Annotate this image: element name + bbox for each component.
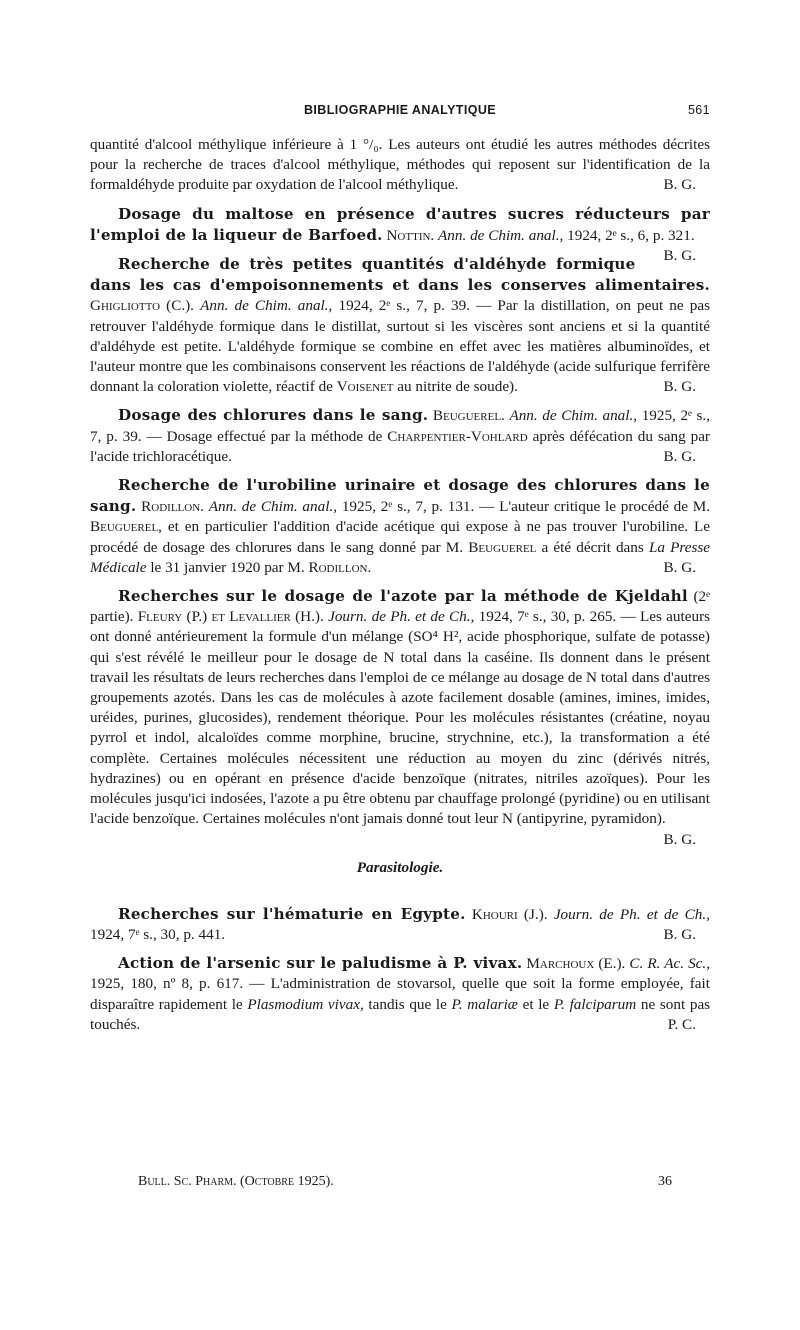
- entry-reference: 1924, 7ᵉ s., 30, p. 265. — Les auteurs ont donné antérieurement la formule d'un mélange (SO⁴ H², acide phosphorique, sulfate de potasse) qui s'est révélé le meilleur pour le dosage de N total dans la caséine. Ils donnent dans le présent travail les résultats de leurs recherches dans l'emploi de ce mélange au dosage de N total dans d'autres groupements azotés. Dans les cas de molécules à azote facilement dosable (amines, imines, imides, uréides, purines, glucosides), rendement théorique. Pour les molécules résistantes (créatine, noyau pyrrol et indol, alcaloïdes comme morphine, brucine, strychnine, etc.), la transformation a été complète. Certaines molécules nécessitent une réduction au moyen du zinc (dérivés nitrés, hydrazines) ou en opérant en présence d'acide benzoïque (nitrates, nitriles azoïques). Pour les molécules jusqu'ici indosées, l'azote a pu être obtenu par chauffage prolongé (pyridine) ou en utilisant l'acide benzoïque. Certaines molécules n'ont jamais donné tout leur N (antipyrine, pyramidon).: [90, 608, 711, 828]
- entry-title: Action de l'arsenic sur le paludisme à P. vivax.: [118, 954, 523, 973]
- entry-hematurie: [90, 904, 710, 945]
- entry-signature: B. G.: [663, 447, 696, 465]
- entry-author: Fleury (P.) et Levallier (H.).: [137, 608, 324, 626]
- entry-paludisme: Action de l'arsenic sur le paludisme à P. vivax. Marchoux (E.). C. R. Ac. Sc., 1925, 180, nº 8, p. 617. — L'administration de stovarsol, quelle que soit la forme employée, fait disparaître rapidement le Plasmodium vivax, tandis que le P. malariæ et le P. falciparum ne sont pas touchés. P. C.: [90, 953, 710, 1035]
- entry-journal: C. R. Ac. Sc.,: [629, 955, 711, 973]
- entry-title: Dosage du maltose en présence d'autres sucres réducteurs par l'emploi de la liqueur de Barfoed.: [90, 204, 710, 244]
- entry-reference: 1925, 180, nº 8, p. 617. — L'administration de stovarsol, quelle que soit la forme employée, fait disparaître rapidement le: [90, 975, 710, 1013]
- page-number: 561: [687, 103, 710, 117]
- entry-author: Marchoux (E.).: [526, 955, 626, 973]
- entry-signature: B. G.: [663, 558, 696, 576]
- entry-journal: Ann. de Chim. anal.,: [438, 226, 564, 244]
- running-header: [90, 103, 710, 123]
- entry-aldehyde: Recherche de très petites quantités d'aldéhyde formique dans les cas d'empoisonnements et dans les conserves alimentaires. Ghigliotto (C.). Ann. de Chim. anal., 1924, 2ᵉ s., 7, p. 39. — Par la distillation, on peut ne pas retrouver l'aldéhyde formique dans le distillat, surtout si les viscères sont anciens et si la quantité d'aldéhyde est petite. L'aldéhyde formique se combine en effet avec les matières albuminoïdes, et l'auteur montre que les combinaisons conservent les réactions de l'aldéhyde (acide sulfurique ferrifère donnant la coloration violette, réactif de Voisenet au nitrite de soude). B. G.: [90, 254, 710, 397]
- entry-title: Recherche de très petites quantités d'aldéhyde formique dans les cas d'empoisonnements et dans les conserves alimentaires.: [90, 255, 710, 295]
- entry-title: Recherche de l'urobiline urinaire et dosage des chlorures dans le sang.: [90, 476, 710, 516]
- entry-journal: Ann. de Chim. anal.,: [200, 297, 333, 315]
- entry-author: Khouri (J.).: [471, 905, 548, 923]
- entry-title: Recherches sur l'hématurie en Egypte.: [118, 904, 466, 923]
- entry-kjeldahl: Recherches sur le dosage de l'azote par la méthode de Kjeldahl (2ᵉ partie). Fleury (P.) et Levallier (H.). Journ. de Ph. et de Ch., 1924, 7ᵉ s., 30, p. 265. — Les auteurs ont donné antérieurement la formule d'un mélange (SO⁴ H², acide phosphorique, sulfate de potasse) qui s'est révélé le meilleur pour le dosage de N total dans la caséine. Ils donnent dans le présent travail les résultats de leurs recherches dans l'emploi de ce mélange au dosage de N total dans d'autres groupements azotés. Dans les cas de molécules à azote facilement dosable (amines, imines, imides, uréides, purines, glucosides), rendement théorique. Pour les molécules résistantes (créatine, noyau pyrrol et indol, alcaloïdes comme morphine, brucine, strychnine, etc.), la transformation a été complète. Certaines molécules nécessitent une réduction au moyen du zinc (dérivés nitrés, hydrazines) ou en opérant en présence d'acide benzoïque (nitrates, nitriles azoïques). Pour les molécules jusqu'ici indosées, l'azote a pu être obtenu par chauffage prolongé (pyridine) ou en utilisant l'acide benzoïque. Certaines molécules n'ont jamais donné tout leur N (antipyrine, pyramidon). B. G.: [90, 586, 710, 829]
- entry-signature: B. G.: [663, 925, 696, 943]
- entry-journal: Ann. de Chim. anal.,: [208, 498, 338, 516]
- entry-reference: 1925, 2ᵉ s., 7, p. 39. — Dosage effectué par la méthode de: [90, 407, 711, 445]
- header-title: BIBLIOGRAPHIE ANALYTIQUE: [303, 103, 497, 117]
- footer-signature-number: 36: [658, 1174, 672, 1189]
- entry-reference: 1924, 7ᵉ s., 30, p. 441.: [90, 925, 226, 943]
- entry-signature: B. G.: [663, 830, 696, 848]
- entry-signature: B. G.: [663, 176, 696, 194]
- entry-continued: quantité d'alcool méthylique inférieure à 1 °/₀. Les auteurs ont étudié les autres méthodes décrites pour la recherche de traces d'alcool méthylique, méthodes qui reposent sur l'identification de la formaldéhyde produite par oxydation de l'alcool méthylique. B. G.: [90, 135, 710, 196]
- entry-author: Nottin.: [386, 226, 435, 244]
- footer-citation: Bull. Sc. Pharm. (Octobre 1925).: [138, 1174, 334, 1189]
- entry-author: Ghigliotto (C.).: [90, 297, 194, 315]
- entry-title: Recherches sur le dosage de l'azote par la méthode de Kjeldahl: [118, 587, 688, 606]
- entry-author: Beuguerel.: [432, 407, 505, 425]
- page-body: [90, 135, 710, 1035]
- entry-urobiline: Recherche de l'urobiline urinaire et dosage des chlorures dans le sang. Rodillon. Ann. de Chim. anal., 1925, 2ᵉ s., 7, p. 131. — L'auteur critique le procédé de M. Beuguerel, et en particulier l'addition d'acide acétique qui expose à ne pas trouver l'urobiline. Le procédé de dosage des chlorures dans le sang donné par M. Beuguerel a été décrit dans La Presse Médicale le 31 janvier 1920 par M. Rodillon. B. G.: [90, 475, 710, 578]
- entry-reference: 1924, 2ᵉ s., 6, p. 321.: [567, 226, 695, 244]
- entry-journal: Ann. de Chim. anal.,: [509, 407, 638, 425]
- section-heading: Parasitologie.: [356, 858, 444, 876]
- entry-journal: Journ. de Ph. et de Ch.,: [328, 608, 475, 626]
- entry-reference: 1925, 2ᵉ s., 7, p. 131. — L'auteur critique le procédé de M.: [341, 498, 711, 516]
- entry-maltose: [90, 204, 710, 265]
- entry-title: Dosage des chlorures dans le sang.: [118, 406, 429, 425]
- entry-reference: 1924, 2ᵉ s., 7, p. 39. — Par la distillation, on peut ne pas retrouver l'aldéhyde formique dans le distillat, surtout si les viscères sont anciens et si la quantité d'aldéhyde est petite. L'aldéhyde formique se combine en effet avec les matières albuminoïdes, et l'auteur montre que les combinaisons conservent les réactions de l'aldéhyde (acide sulfurique ferrifère donnant la coloration violette, réactif de: [90, 297, 710, 396]
- entry-signature: B. G.: [663, 247, 696, 265]
- entry-signature: B. G.: [663, 378, 696, 396]
- entry-journal: Journ. de Ph. et de Ch.,: [553, 905, 710, 923]
- entry-signature: P. C.: [667, 1015, 696, 1033]
- entry-author: Rodillon.: [141, 498, 204, 516]
- entry-chlorures: Dosage des chlorures dans le sang. Beuguerel. Ann. de Chim. anal., 1925, 2ᵉ s., 7, p. 39. — Dosage effectué par la méthode de Charpentier-Vohlard après défécation du sang par l'acide trichloracétique. B. G.: [90, 405, 710, 467]
